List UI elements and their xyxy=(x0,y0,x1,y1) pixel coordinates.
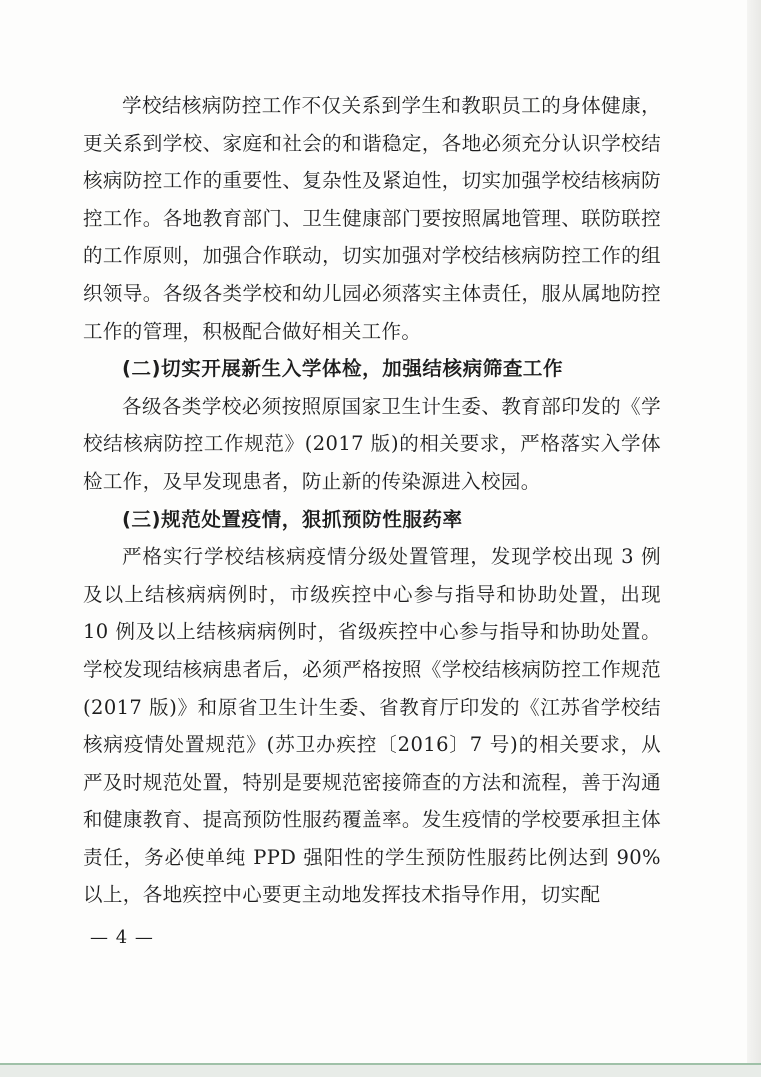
page-bottom-border xyxy=(0,1063,761,1077)
page-number: — 4 — xyxy=(90,927,154,948)
paragraph-outbreak-handling: 严格实行学校结核病疫情分级处置管理，发现学校出现 3 例及以上结核病病例时，市级疾控中心参与指导和协助处置，出现 10 例及以上结核病病例时，省级疾控中心参与指导和协助处置。学校发现结核病患者后，必须严格按照《学校结核病防控工作规范(2017 版)》和原省卫生计生委、省教育厅印发的《江苏省学校结核病疫情处置规范》(苏卫办疾控〔2016〕7 号)的相关要求，从严及时规范处置，特别是要规范密接筛查的方法和流程，善于沟通和健康教育、提高预防性服药覆盖率。发生疫情的学校要承担主体责任，务必使单纯 PPD 强阳性的学生预防性服药比例达到 90% 以上，各地疾控中心要更主动地发挥技术指导作用，切实配 xyxy=(83,545,661,907)
section-heading-3: (三)规范处置疫情，狠抓预防性服药率 xyxy=(122,507,463,531)
document-body xyxy=(83,87,661,914)
page-edge-shadow xyxy=(747,0,761,1077)
paragraph-health-check: 各级各类学校必须按照原国家卫生计生委、教育部印发的《学校结核病防控工作规范》(2017 版)的相关要求，严格落实入学体检工作，及早发现患者，防止新的传染源进入校园。 xyxy=(83,394,661,493)
section-heading-2: (二)切实开展新生入学体检，加强结核病筛查工作 xyxy=(122,357,564,381)
paragraph-intro: 学校结核病防控工作不仅关系到学生和教职员工的身体健康，更关系到学校、家庭和社会的和谐稳定，各地必须充分认识学校结核病防控工作的重要性、复杂性及紧迫性，切实加强学校结核病防控工作。各地教育部门、卫生健康部门要按照属地管理、联防联控的工作原则，加强合作联动，切实加强对学校结核病防控工作的组织领导。各级各类学校和幼儿园必须落实主体责任，服从属地防控工作的管理，积极配合做好相关工作。 xyxy=(83,94,661,343)
